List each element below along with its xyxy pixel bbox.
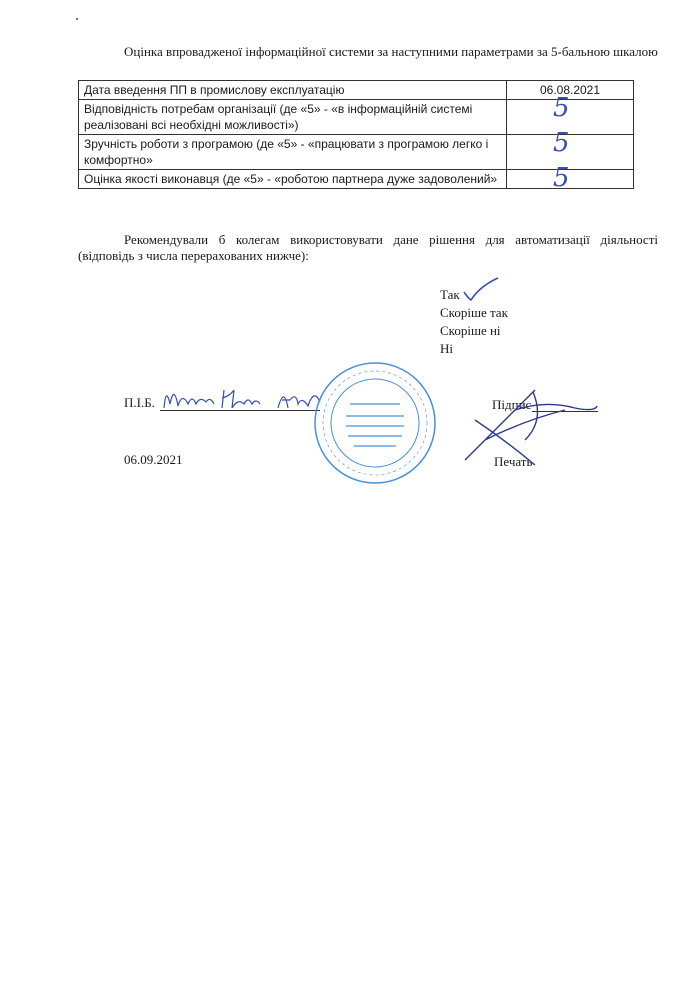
handwritten-score: 5 (553, 163, 570, 193)
pib-label: П.І.Б. (124, 395, 155, 410)
row-label: Зручність роботи з програмою (де «5» - «працювати з програмою легко і комфортно» (79, 135, 507, 170)
seal-label: Печать (494, 454, 533, 469)
handwritten-signature (455, 380, 605, 470)
option-no: Ні (440, 341, 453, 356)
row-label: Дата введення ПП в промислову експлуатацію (79, 81, 507, 100)
row-score-cell (507, 128, 634, 170)
option-rather-yes: Скоріше так (440, 305, 508, 320)
table-row (79, 100, 634, 135)
scan-speck (76, 18, 78, 20)
row-score-cell (507, 93, 634, 135)
row-value: 06.08.2021 (507, 81, 634, 100)
table-row (79, 170, 634, 189)
option-rather-no: Скоріше ні (440, 323, 501, 338)
intro-paragraph: Оцінка впровадженої інформаційної системи за наступними параметрами за 5-бальною шкалою (124, 44, 658, 59)
document-date: 06.09.2021 (124, 452, 183, 467)
signature-label: Підпис (492, 397, 532, 412)
handwritten-score: 5 (553, 128, 570, 158)
row-label: Оцінка якості виконавця (де «5» - «роботою партнера дуже задоволений» (79, 170, 507, 189)
handwritten-name-signature (160, 378, 330, 418)
table-row (79, 135, 634, 170)
row-label: Відповідність потребам організації (де «5» - «в інформаційній системі реалізовані всі необхідні можливості») (79, 100, 507, 135)
row-score-cell (507, 163, 634, 193)
option-yes: Так (440, 287, 460, 302)
evaluation-table (78, 80, 634, 193)
round-seal-stamp (312, 360, 438, 486)
handwritten-score: 5 (553, 93, 570, 123)
recommendation-paragraph: Рекомендували б колегам використовувати дане рішення для автоматизації діяльності (відповідь з числа перерахованих нижче): (78, 232, 658, 263)
check-mark-icon (462, 276, 502, 304)
table-row (79, 81, 634, 100)
